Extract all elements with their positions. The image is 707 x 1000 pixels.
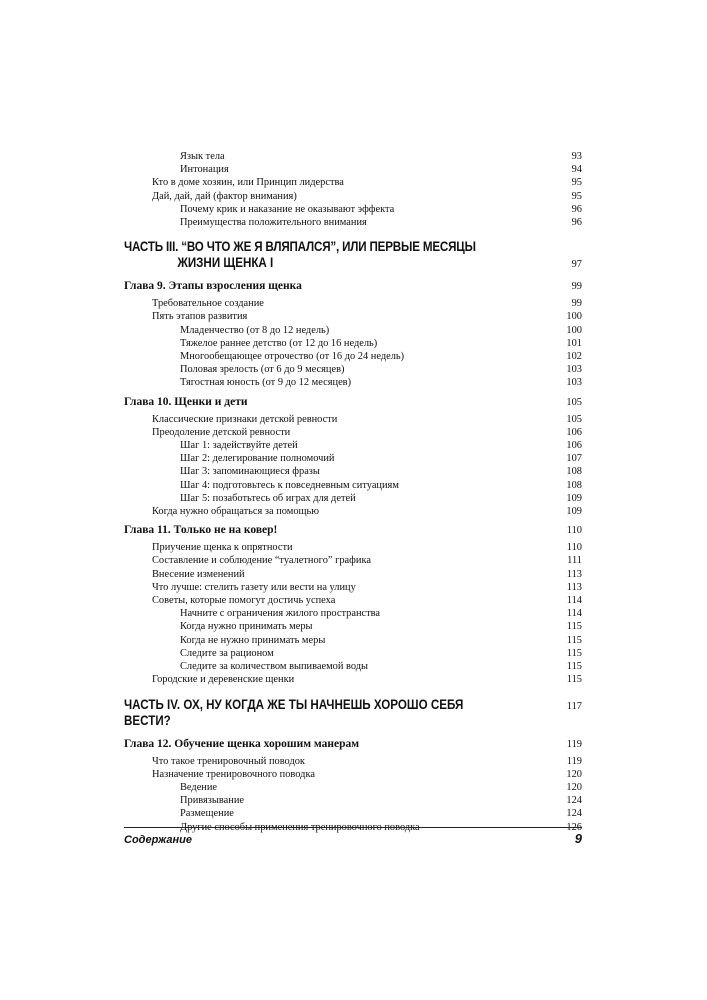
footer-title: Содержание <box>124 834 192 846</box>
toc-entry-page: 120 <box>566 781 582 793</box>
toc-entry-page: 96 <box>571 203 582 215</box>
toc-entry-page: 100 <box>566 324 582 336</box>
chapter-11-sections <box>124 541 582 607</box>
toc-entry-title: Составление и соблюдение “туалетного” графика <box>152 555 371 567</box>
toc-entry <box>124 568 582 581</box>
toc-entry-page: 95 <box>571 190 582 202</box>
toc-entry-page: 114 <box>566 595 582 607</box>
toc-entry <box>124 413 582 426</box>
toc-entry <box>124 163 582 176</box>
toc-entry-page: 115 <box>566 661 582 673</box>
toc-entry <box>124 634 582 647</box>
toc-entry-title: Классические признаки детской ревности <box>152 413 338 425</box>
toc-entry-title: Что такое тренировочный поводок <box>152 755 305 767</box>
part-3-title-line1: ЧАСТЬ III. “ВО ЧТО ЖЕ Я ВЛЯПАЛСЯ”, ИЛИ ПЕРВЫЕ МЕСЯЦЫ <box>124 239 476 255</box>
toc-entry <box>124 376 582 389</box>
toc-entry <box>124 807 582 820</box>
part-3-title-line2: ЖИЗНИ ЩЕНКА I <box>177 255 274 271</box>
toc-entry-title: Когда не нужно принимать меры <box>180 634 326 646</box>
chapter-10-subsections <box>124 439 582 505</box>
chapter-9-sections <box>124 297 582 323</box>
toc-entry <box>124 620 582 633</box>
toc-entry-page: 124 <box>566 795 582 807</box>
toc-entry-page: 115 <box>566 634 582 646</box>
toc-entry-page: 126 <box>566 821 582 833</box>
toc-entry-page: 113 <box>566 581 582 593</box>
toc-entry-title: Тяжелое раннее детство (от 12 до 16 недель) <box>180 337 378 349</box>
toc-entry-page: 102 <box>566 351 582 363</box>
part-4-page: 117 <box>566 700 582 712</box>
table-of-contents <box>124 150 582 834</box>
chapter-11-heading <box>124 523 582 538</box>
toc-entry-title: Размещение <box>180 808 234 820</box>
toc-entry <box>124 647 582 660</box>
toc-entry-title: Многообещающее отрочество (от 16 до 24 недель) <box>180 351 405 363</box>
toc-entry-page: 108 <box>566 479 582 491</box>
toc-entry-title: Интонация <box>180 164 229 176</box>
toc-group-leadership <box>124 176 582 202</box>
toc-entry-page: 100 <box>566 311 582 323</box>
toc-entry <box>124 350 582 363</box>
toc-entry <box>124 594 582 607</box>
toc-entry-title: Начните с ограничения жилого пространства <box>180 608 381 620</box>
toc-entry <box>124 337 582 350</box>
chapter-9-heading <box>124 279 582 294</box>
toc-entry-title: Привязывание <box>180 795 245 807</box>
toc-entry <box>124 297 582 310</box>
chapter-12-heading <box>124 737 582 752</box>
toc-entry-page: 113 <box>566 568 582 580</box>
toc-entry <box>124 439 582 452</box>
toc-entry <box>124 794 582 807</box>
toc-entry-title: Пять этапов развития <box>152 311 248 323</box>
toc-entry-page: 94 <box>571 164 582 176</box>
part-4-title: ЧАСТЬ IV. ОХ, НУ КОГДА ЖЕ ТЫ НАЧНЕШЬ ХОРОШО СЕБЯ ВЕСТИ? <box>124 696 464 728</box>
toc-entry-title: Требовательное создание <box>152 298 264 310</box>
toc-entry-page: 115 <box>566 621 582 633</box>
chapter-11-sections-end <box>124 673 582 686</box>
page-number: 9 <box>574 831 582 846</box>
toc-entry-title: Шаг 2: делегирование полномочий <box>180 453 335 465</box>
toc-entry <box>124 660 582 673</box>
toc-entry-title: Половая зрелость (от 6 до 9 месяцев) <box>180 364 345 376</box>
toc-entry-page: 93 <box>571 151 582 162</box>
chapter-12-page: 119 <box>566 738 582 750</box>
toc-entry-title: Следите за количеством выпиваемой воды <box>180 661 369 673</box>
toc-entry-title: Шаг 4: подготовьтесь к повседневным ситуациям <box>180 479 399 491</box>
toc-entry-page: 115 <box>566 674 582 686</box>
toc-entry-page: 106 <box>566 440 582 452</box>
toc-entry <box>124 452 582 465</box>
toc-entry-title: Назначение тренировочного поводка <box>152 768 315 780</box>
part-4-heading <box>124 697 582 729</box>
toc-group-body-language <box>124 150 582 176</box>
toc-entry <box>124 581 582 594</box>
toc-entry-page: 114 <box>566 608 582 620</box>
toc-entry-page: 109 <box>566 492 582 504</box>
toc-entry-title: Почему крик и наказание не оказывают эффекта <box>180 203 395 215</box>
toc-entry-page: 111 <box>567 555 582 567</box>
toc-entry-page: 115 <box>566 647 582 659</box>
chapter-9-page: 99 <box>571 281 582 293</box>
toc-group-attention <box>124 203 582 229</box>
toc-entry-page: 106 <box>566 426 582 438</box>
chapter-10-sections-end <box>124 505 582 518</box>
toc-entry-title: Преодоление детской ревности <box>152 426 291 438</box>
toc-entry <box>124 363 582 376</box>
chapter-10-heading <box>124 395 582 410</box>
toc-entry-title: Когда нужно обращаться за помощью <box>152 506 320 518</box>
toc-entry-title: Младенчество (от 8 до 12 недель) <box>180 324 330 336</box>
toc-entry-page: 96 <box>571 217 582 229</box>
toc-entry <box>124 768 582 781</box>
chapter-11-subsections <box>124 607 582 673</box>
toc-entry-page: 103 <box>566 364 582 376</box>
chapter-12-title: Глава 12. Обучение щенка хорошим манерам <box>124 737 360 750</box>
toc-entry <box>124 554 582 567</box>
chapter-9-subsections <box>124 324 582 390</box>
toc-entry-title: Что лучше: стелить газету или вести на улицу <box>152 581 356 593</box>
chapter-10-sections <box>124 413 582 439</box>
toc-entry <box>124 781 582 794</box>
toc-entry-page: 103 <box>566 377 582 389</box>
toc-entry-title: Тягостная юность (от 9 до 12 месяцев) <box>180 377 352 389</box>
toc-entry-title: Дай, дай, дай (фактор внимания) <box>152 190 297 202</box>
toc-entry <box>124 203 582 216</box>
toc-entry-title: Шаг 5: позаботьтесь об играх для детей <box>180 492 356 504</box>
toc-entry-title: Кто в доме хозяин, или Принцип лидерства <box>152 177 344 189</box>
toc-entry <box>124 216 582 229</box>
toc-entry-title: Внесение изменений <box>152 568 245 580</box>
chapter-12-sections <box>124 755 582 781</box>
toc-entry <box>124 673 582 686</box>
toc-entry <box>124 607 582 620</box>
toc-entry-page: 107 <box>566 453 582 465</box>
toc-entry <box>124 465 582 478</box>
toc-entry-page: 110 <box>566 542 582 554</box>
toc-entry-title: Городские и деревенские щенки <box>152 674 295 686</box>
toc-entry-title: Когда нужно принимать меры <box>180 621 313 633</box>
toc-entry-title: Преимущества положительного внимания <box>180 217 367 229</box>
chapter-11-title: Глава 11. Только не на ковер! <box>124 524 278 537</box>
toc-entry <box>124 150 582 163</box>
toc-entry <box>124 310 582 323</box>
toc-entry <box>124 479 582 492</box>
part-3-page: 97 <box>571 259 582 271</box>
toc-entry-page: 99 <box>571 298 582 310</box>
toc-entry <box>124 541 582 554</box>
toc-entry <box>124 492 582 505</box>
toc-entry-title: Ведение <box>180 781 218 793</box>
toc-entry-title: Другие способы применения тренировочного поводка <box>180 821 420 833</box>
toc-entry-page: 101 <box>566 337 582 349</box>
page-footer <box>124 827 582 846</box>
toc-entry-title: Шаг 3: запоминающиеся фразы <box>180 466 320 478</box>
toc-entry-title: Язык тела <box>180 151 225 162</box>
chapter-9-title: Глава 9. Этапы взросления щенка <box>124 280 302 293</box>
part-3-heading <box>124 239 582 271</box>
chapter-10-page: 105 <box>566 396 582 408</box>
toc-entry-title: Приучение щенка к опрятности <box>152 542 293 554</box>
toc-entry-page: 119 <box>566 755 582 767</box>
toc-entry-title: Следите за рационом <box>180 647 274 659</box>
chapter-12-subsections <box>124 781 582 834</box>
toc-entry <box>124 426 582 439</box>
toc-entry-page: 109 <box>566 506 582 518</box>
toc-entry-title: Шаг 1: задействуйте детей <box>180 440 298 452</box>
toc-entry-page: 95 <box>571 177 582 189</box>
toc-entry <box>124 176 582 189</box>
toc-entry <box>124 190 582 203</box>
toc-entry <box>124 324 582 337</box>
toc-entry-page: 120 <box>566 768 582 780</box>
toc-entry <box>124 505 582 518</box>
toc-entry-title: Советы, которые помогут достичь успеха <box>152 595 336 607</box>
toc-entry <box>124 755 582 768</box>
toc-entry-page: 108 <box>566 466 582 478</box>
toc-entry-page: 105 <box>566 413 582 425</box>
chapter-11-page: 110 <box>566 525 582 537</box>
chapter-10-title: Глава 10. Щенки и дети <box>124 395 248 408</box>
toc-entry-page: 124 <box>566 808 582 820</box>
